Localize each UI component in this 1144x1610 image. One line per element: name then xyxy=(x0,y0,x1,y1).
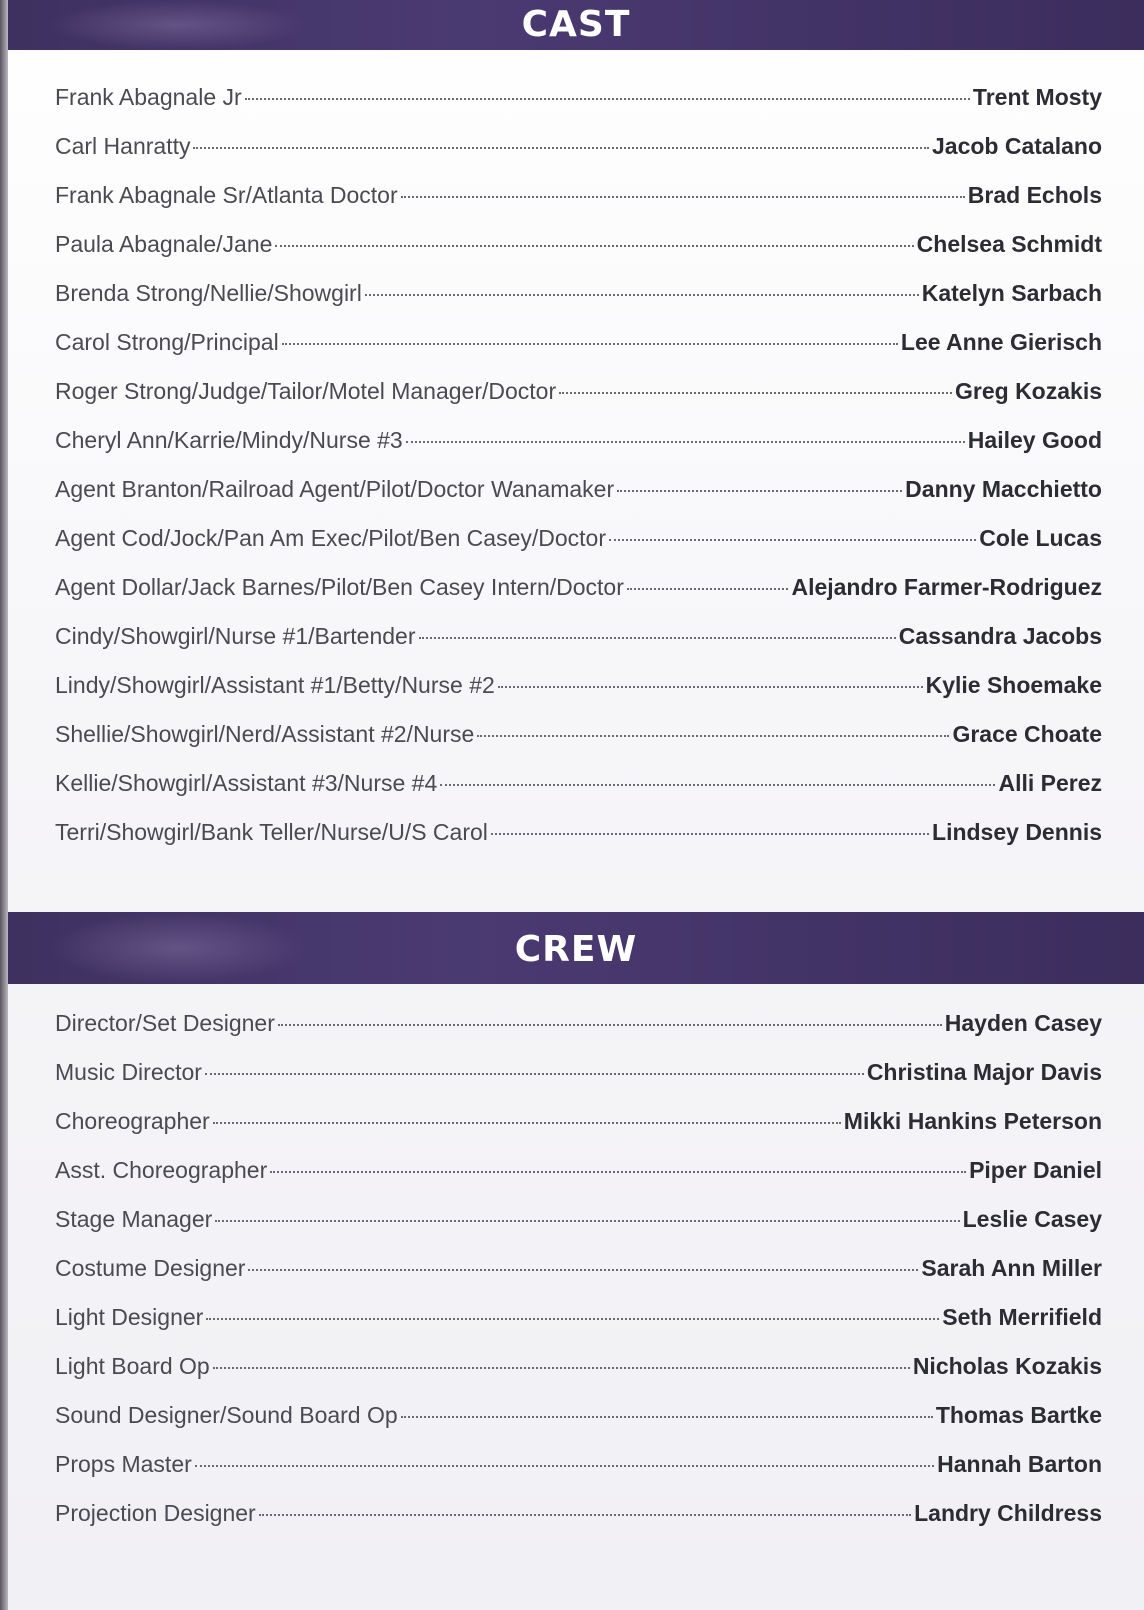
dot-leader xyxy=(498,686,923,688)
crew-person-name: Piper Daniel xyxy=(969,1157,1102,1183)
crew-person-name: Thomas Bartke xyxy=(935,1402,1102,1428)
crew-heading: CREW xyxy=(514,929,638,970)
dot-leader xyxy=(406,441,965,443)
crew-row xyxy=(55,1255,1102,1304)
crew-person-name: Landry Childress xyxy=(914,1500,1102,1526)
crew-person-name: Hayden Casey xyxy=(944,1010,1102,1036)
dot-leader xyxy=(248,1269,918,1271)
crew-role: Costume Designer xyxy=(55,1255,246,1281)
cast-row xyxy=(55,133,1102,182)
cast-role: Kellie/Showgirl/Assistant #3/Nurse #4 xyxy=(55,770,438,796)
dot-leader xyxy=(193,147,929,149)
cast-row xyxy=(55,182,1102,231)
cast-person-name: Cole Lucas xyxy=(979,525,1102,551)
dot-leader xyxy=(559,392,952,394)
crew-role: Stage Manager xyxy=(55,1206,213,1232)
dot-leader xyxy=(259,1514,911,1516)
cast-row xyxy=(55,721,1102,770)
cast-heading: CAST xyxy=(521,4,631,45)
crew-role: Light Designer xyxy=(55,1304,204,1330)
crew-row xyxy=(55,1353,1102,1402)
dot-leader xyxy=(491,833,929,835)
cast-role: Frank Abagnale Sr/Atlanta Doctor xyxy=(55,182,398,208)
crew-row xyxy=(55,1010,1102,1059)
crew-role: Props Master xyxy=(55,1451,192,1477)
cast-role: Roger Strong/Judge/Tailor/Motel Manager/Doctor xyxy=(55,378,557,404)
cast-person-name: Lee Anne Gierisch xyxy=(900,329,1102,355)
cast-person-name: Lindsey Dennis xyxy=(932,819,1102,845)
dot-leader xyxy=(206,1318,939,1320)
cast-person-name: Hailey Good xyxy=(967,427,1102,453)
cast-role: Shellie/Showgirl/Nerd/Assistant #2/Nurse xyxy=(55,721,475,747)
cast-row xyxy=(55,280,1102,329)
crew-row xyxy=(55,1059,1102,1108)
dot-leader xyxy=(275,245,913,247)
banner-glow xyxy=(48,912,308,984)
crew-row xyxy=(55,1402,1102,1451)
crew-role: Music Director xyxy=(55,1059,202,1085)
cast-role: Agent Cod/Jock/Pan Am Exec/Pilot/Ben Casey/Doctor xyxy=(55,525,606,551)
cast-row xyxy=(55,672,1102,721)
dot-leader xyxy=(609,539,976,541)
cast-person-name: Greg Kozakis xyxy=(955,378,1102,404)
cast-role: Brenda Strong/Nellie/Showgirl xyxy=(55,280,362,306)
crew-row xyxy=(55,1206,1102,1255)
cast-role: Lindy/Showgirl/Assistant #1/Betty/Nurse #2 xyxy=(55,672,495,698)
cast-row xyxy=(55,329,1102,378)
cast-row xyxy=(55,770,1102,819)
cast-person-name: Grace Choate xyxy=(952,721,1102,747)
cast-role: Carol Strong/Principal xyxy=(55,329,279,355)
crew-role: Sound Designer/Sound Board Op xyxy=(55,1402,398,1428)
cast-row xyxy=(55,574,1102,623)
cast-row xyxy=(55,84,1102,133)
crew-role: Projection Designer xyxy=(55,1500,256,1526)
crew-person-name: Mikki Hankins Peterson xyxy=(843,1108,1102,1134)
cast-row xyxy=(55,427,1102,476)
cast-person-name: Brad Echols xyxy=(967,182,1102,208)
crew-role: Director/Set Designer xyxy=(55,1010,275,1036)
dot-leader xyxy=(270,1171,966,1173)
cast-person-name: Danny Macchietto xyxy=(905,476,1102,502)
cast-banner xyxy=(8,0,1144,50)
cast-row xyxy=(55,231,1102,280)
crew-person-name: Christina Major Davis xyxy=(866,1059,1102,1085)
dot-leader xyxy=(215,1220,959,1222)
crew-person-name: Leslie Casey xyxy=(962,1206,1102,1232)
crew-role: Asst. Choreographer xyxy=(55,1157,268,1183)
dot-leader xyxy=(401,196,965,198)
cast-row xyxy=(55,525,1102,574)
dot-leader xyxy=(245,98,970,100)
cast-person-name: Alli Perez xyxy=(998,770,1102,796)
crew-row xyxy=(55,1304,1102,1353)
cast-row xyxy=(55,476,1102,525)
crew-row xyxy=(55,1451,1102,1500)
dot-leader xyxy=(401,1416,933,1418)
dot-leader xyxy=(440,784,995,786)
dot-leader xyxy=(617,490,902,492)
cast-role: Paula Abagnale/Jane xyxy=(55,231,273,257)
cast-role: Terri/Showgirl/Bank Teller/Nurse/U/S Carol xyxy=(55,819,488,845)
banner-glow xyxy=(48,0,308,50)
dot-leader xyxy=(213,1122,841,1124)
dot-leader xyxy=(419,637,896,639)
cast-role: Carl Hanratty xyxy=(55,133,191,159)
crew-row xyxy=(55,1108,1102,1157)
dot-leader xyxy=(205,1073,864,1075)
dot-leader xyxy=(627,588,789,590)
cast-row xyxy=(55,819,1102,868)
crew-banner xyxy=(8,912,1144,984)
cast-person-name: Katelyn Sarbach xyxy=(921,280,1102,306)
cast-row xyxy=(55,623,1102,672)
cast-row xyxy=(55,378,1102,427)
cast-person-name: Kylie Shoemake xyxy=(925,672,1102,698)
crew-person-name: Nicholas Kozakis xyxy=(912,1353,1102,1379)
crew-role: Choreographer xyxy=(55,1108,210,1134)
cast-person-name: Alejandro Farmer-Rodriguez xyxy=(791,574,1102,600)
cast-list xyxy=(55,84,1102,868)
dot-leader xyxy=(278,1024,942,1026)
crew-person-name: Hannah Barton xyxy=(937,1451,1102,1477)
cast-role: Cindy/Showgirl/Nurse #1/Bartender xyxy=(55,623,416,649)
cast-role: Cheryl Ann/Karrie/Mindy/Nurse #3 xyxy=(55,427,403,453)
dot-leader xyxy=(195,1465,934,1467)
cast-role: Frank Abagnale Jr xyxy=(55,84,242,110)
crew-person-name: Seth Merrifield xyxy=(942,1304,1102,1330)
dot-leader xyxy=(282,343,898,345)
crew-person-name: Sarah Ann Miller xyxy=(921,1255,1102,1281)
crew-list xyxy=(55,1010,1102,1549)
dot-leader xyxy=(213,1367,910,1369)
dot-leader xyxy=(365,294,919,296)
crew-row xyxy=(55,1157,1102,1206)
cast-role: Agent Dollar/Jack Barnes/Pilot/Ben Casey Intern/Doctor xyxy=(55,574,624,600)
cast-role: Agent Branton/Railroad Agent/Pilot/Doctor Wanamaker xyxy=(55,476,615,502)
page-edge-shadow xyxy=(0,0,8,1610)
crew-row xyxy=(55,1500,1102,1549)
cast-person-name: Chelsea Schmidt xyxy=(916,231,1102,257)
crew-role: Light Board Op xyxy=(55,1353,210,1379)
cast-person-name: Trent Mosty xyxy=(972,84,1102,110)
cast-person-name: Cassandra Jacobs xyxy=(898,623,1102,649)
dot-leader xyxy=(477,735,949,737)
cast-person-name: Jacob Catalano xyxy=(932,133,1102,159)
